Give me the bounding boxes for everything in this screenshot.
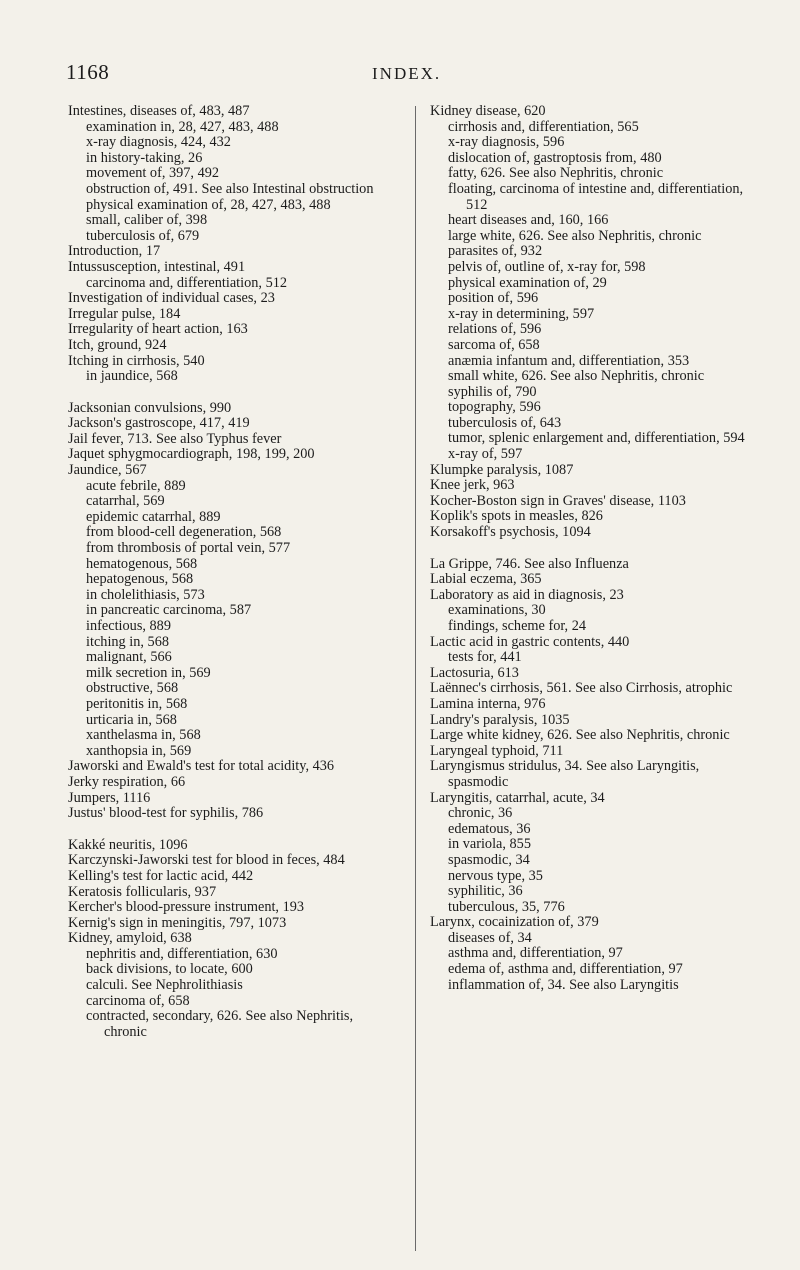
index-subentry: syphilis of, 790 (448, 383, 537, 400)
index-subentry: spasmodic, 34 (448, 851, 530, 868)
index-entry: Justus' blood-test for syphilis, 786 (68, 805, 264, 822)
index-subentry: x-ray diagnosis, 424, 432 (86, 134, 231, 151)
index-subentry: from thrombosis of portal vein, 577 (86, 540, 291, 557)
index-entry: La Grippe, 746. See also Influenza (430, 555, 629, 572)
index-subentry: back divisions, to locate, 600 (86, 961, 253, 978)
index-subentry: asthma and, differentiation, 97 (448, 945, 623, 962)
index-subentry: edema of, asthma and, differentiation, 97 (448, 961, 683, 978)
index-entry: Jaquet sphygmocardiograph, 198, 199, 200 (68, 446, 315, 463)
index-entry: Klumpke paralysis, 1087 (430, 461, 574, 478)
index-subentry: epidemic catarrhal, 889 (86, 508, 221, 525)
index-subentry: parasites of, 932 (448, 243, 543, 260)
index-entry: Jackson's gastroscope, 417, 419 (68, 415, 250, 432)
index-entry: Large white kidney, 626. See also Nephritis, chronic (430, 727, 730, 744)
index-entry: Laryngismus stridulus, 34. See also Laryngitis, spasmodic (430, 758, 700, 790)
index-subentry: small, caliber of, 398 (86, 212, 208, 229)
index-subentry: nervous type, 35 (448, 867, 543, 884)
section-gap (68, 822, 398, 838)
index-entry: Jacksonian convulsions, 990 (68, 399, 232, 416)
index-subentry: small white, 626. See also Nephritis, chronic (448, 368, 705, 385)
index-subentry: movement of, 397, 492 (86, 165, 220, 182)
index-entry: Intussusception, intestinal, 491 (68, 258, 246, 275)
index-subentry: in jaundice, 568 (86, 368, 178, 385)
index-entry: Irregularity of heart action, 163 (68, 321, 248, 338)
index-subentry: inflammation of, 34. See also Laryngitis (448, 976, 679, 993)
index-entry: Laryngeal typhoid, 711 (430, 742, 564, 759)
index-subentry: diseases of, 34 (448, 929, 532, 946)
index-subentry: sarcoma of, 658 (448, 336, 540, 353)
index-subentry: in cholelithiasis, 573 (86, 586, 205, 603)
index-entry: Introduction, 17 (68, 243, 161, 260)
index-subentry: position of, 596 (448, 290, 539, 307)
page-title: INDEX. (372, 64, 442, 83)
index-subentry: in variola, 855 (448, 836, 531, 853)
index-subentry: milk secretion in, 569 (86, 664, 211, 681)
index-subentry: physical examination of, 29 (448, 274, 607, 291)
index-subentry: topography, 596 (448, 399, 541, 416)
index-entry: Knee jerk, 963 (430, 477, 515, 494)
index-subentry: acute febrile, 889 (86, 477, 186, 494)
index-entry: Keratosis follicularis, 937 (68, 883, 217, 900)
index-entry: Laboratory as aid in diagnosis, 23 (430, 586, 624, 603)
index-subentry: obstructive, 568 (86, 680, 179, 697)
index-entry: Jaundice, 567 (68, 462, 147, 479)
index-entry: Investigation of individual cases, 23 (68, 290, 275, 307)
index-subentry: fatty, 626. See also Nephritis, chronic (448, 165, 664, 182)
index-subentry: from blood-cell degeneration, 568 (86, 524, 282, 541)
index-subentry: anæmia infantum and, differentiation, 353 (448, 352, 690, 369)
index-entry: Larynx, cocainization of, 379 (430, 914, 599, 931)
index-subentry: in pancreatic carcinoma, 587 (86, 602, 252, 619)
index-subentry: obstruction of, 491. See also Intestinal obstruction (86, 180, 374, 197)
index-entry: Korsakoff's psychosis, 1094 (430, 524, 591, 541)
index-subentry: examination in, 28, 427, 483, 488 (86, 118, 279, 135)
index-entry: Kakké neuritis, 1096 (68, 836, 188, 853)
index-entry: Kernig's sign in meningitis, 797, 1073 (68, 914, 287, 931)
index-entry: Jumpers, 1116 (68, 789, 151, 806)
index-subentry: carcinoma and, differentiation, 512 (86, 274, 288, 291)
index-subentry: urticaria in, 568 (86, 711, 177, 728)
index-subentry: tuberculosis of, 679 (86, 227, 200, 244)
index-entry: Kocher-Boston sign in Graves' disease, 1103 (430, 492, 686, 509)
index-subentry: hematogenous, 568 (86, 555, 198, 572)
index-entry: Koplik's spots in measles, 826 (430, 508, 603, 525)
index-column-left (68, 104, 398, 1040)
index-subentry: x-ray diagnosis, 596 (448, 134, 565, 151)
index-column-right (430, 104, 760, 993)
index-subentry: carcinoma of, 658 (86, 992, 190, 1009)
index-subentry: syphilitic, 36 (448, 883, 523, 900)
index-subentry: dislocation of, gastroptosis from, 480 (448, 149, 662, 166)
index-entry: Itching in cirrhosis, 540 (68, 352, 205, 369)
index-subentry: in history-taking, 26 (86, 149, 203, 166)
index-entry: Karczynski-Jaworski test for blood in feces, 484 (68, 852, 345, 869)
section-gap (68, 385, 398, 401)
index-subentry: relations of, 596 (448, 321, 542, 338)
index-subentry: large white, 626. See also Nephritis, chronic (448, 227, 702, 244)
index-entry: Jaworski and Ewald's test for total acidity, 436 (68, 758, 335, 775)
index-entry: Laënnec's cirrhosis, 561. See also Cirrhosis, atrophic (430, 680, 733, 697)
index-subentry: chronic, 36 (448, 805, 513, 822)
index-subentry: x-ray in determining, 597 (448, 305, 595, 322)
index-entry: Labial eczema, 365 (430, 571, 542, 588)
index-subentry: peritonitis in, 568 (86, 695, 188, 712)
index-subentry: malignant, 566 (86, 649, 172, 666)
index-entry: Jail fever, 713. See also Typhus fever (68, 430, 282, 447)
index-subentry: tuberculosis of, 643 (448, 414, 562, 431)
index-entry: Kidney, amyloid, 638 (68, 930, 192, 947)
index-subentry: physical examination of, 28, 427, 483, 488 (86, 196, 331, 213)
index-entry: Laryngitis, catarrhal, acute, 34 (430, 789, 605, 806)
index-subentry: itching in, 568 (86, 633, 169, 650)
index-entry: Kidney disease, 620 (430, 103, 546, 119)
index-entry: Intestines, diseases of, 483, 487 (68, 103, 250, 119)
index-subentry: findings, scheme for, 24 (448, 618, 586, 634)
index-subentry: tumor, splenic enlargement and, differentiation, 594 (448, 430, 745, 447)
index-subentry: tests for, 441 (448, 649, 522, 666)
column-divider (415, 106, 416, 1251)
index-subentry: hepatogenous, 568 (86, 571, 194, 588)
index-subentry: x-ray of, 597 (448, 446, 523, 463)
page-number: 1168 (66, 60, 110, 84)
index-subentry: heart diseases and, 160, 166 (448, 212, 609, 229)
index-subentry: tuberculous, 35, 776 (448, 898, 565, 915)
index-entry: Kercher's blood-pressure instrument, 193 (68, 899, 305, 916)
index-entry: Kelling's test for lactic acid, 442 (68, 867, 254, 884)
section-gap (430, 541, 760, 557)
index-subentry: catarrhal, 569 (86, 493, 165, 510)
index-subentry: pelvis of, outline of, x-ray for, 598 (448, 258, 646, 275)
index-subentry: contracted, secondary, 626. See also Nephritis, chronic (86, 1008, 354, 1040)
index-subentry: cirrhosis and, differentiation, 565 (448, 118, 639, 135)
index-entry: Lamina interna, 976 (430, 695, 546, 712)
index-subentry: infectious, 889 (86, 618, 171, 634)
index-subentry: xanthopsia in, 569 (86, 742, 192, 759)
index-subentry: nephritis and, differentiation, 630 (86, 945, 278, 962)
index-entry: Lactosuria, 613 (430, 664, 519, 681)
index-entry: Irregular pulse, 184 (68, 305, 181, 322)
index-entry: Jerky respiration, 66 (68, 773, 186, 790)
index-subentry: examinations, 30 (448, 602, 546, 619)
index-entry: Landry's paralysis, 1035 (430, 711, 570, 728)
index-subentry: floating, carcinoma of intestine and, differentiation, 512 (448, 180, 744, 213)
index-entry: Itch, ground, 924 (68, 336, 167, 353)
index-subentry: xanthelasma in, 568 (86, 727, 201, 744)
index-entry: Lactic acid in gastric contents, 440 (430, 633, 630, 650)
index-subentry: calculi. See Nephrolithiasis (86, 977, 243, 994)
index-subentry: edematous, 36 (448, 820, 531, 837)
